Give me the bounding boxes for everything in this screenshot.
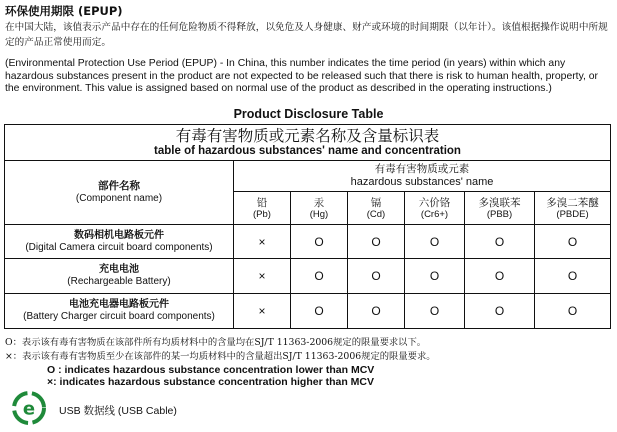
mark-cell: O bbox=[291, 259, 348, 294]
mark-cell: × bbox=[234, 225, 291, 259]
component-name-cn: 数码相机电路板元件 bbox=[74, 229, 164, 241]
table-row bbox=[5, 259, 611, 294]
x-legend: ×: indicates hazardous substance concentration higher than MCV bbox=[47, 376, 375, 388]
substance-header bbox=[348, 192, 405, 225]
mark-cell: O bbox=[465, 259, 535, 294]
epup-recycle-logo-icon bbox=[12, 391, 46, 425]
mark-cell: O bbox=[465, 294, 535, 329]
disclosure-table-title: Product Disclosure Table bbox=[233, 107, 384, 121]
table-title-cn: 有毒有害物质或元素名称及含量标识表 bbox=[175, 127, 440, 145]
mark-cell: O bbox=[291, 294, 348, 329]
mark-cell: O bbox=[535, 225, 611, 259]
hazard-header-en: hazardous substances' name bbox=[350, 176, 494, 188]
mark-cell: × bbox=[234, 259, 291, 294]
substance-cn: 铅 bbox=[256, 196, 268, 209]
substance-en: (PBB) bbox=[486, 208, 513, 220]
mark-cell: O bbox=[348, 294, 405, 329]
substance-header bbox=[535, 192, 611, 225]
mark-cell: O bbox=[348, 259, 405, 294]
mark-cell: O bbox=[465, 225, 535, 259]
component-name bbox=[5, 225, 234, 259]
svg-text:e: e bbox=[22, 398, 36, 420]
component-name-en: (Rechargeable Battery) bbox=[67, 276, 171, 287]
table-row bbox=[5, 294, 611, 329]
usb-cable-label: USB 数据线 (USB Cable) bbox=[59, 405, 177, 417]
component-name-cn: 充电电池 bbox=[99, 264, 139, 275]
substance-en: (Cr6+) bbox=[420, 208, 449, 220]
mark-cell: O bbox=[405, 225, 465, 259]
mark-cell: × bbox=[234, 294, 291, 329]
mark-cell: O bbox=[405, 259, 465, 294]
part-name-header bbox=[5, 161, 234, 225]
mark-cell: O bbox=[405, 294, 465, 329]
mark-cell: O bbox=[348, 225, 405, 259]
substance-en: (Hg) bbox=[309, 208, 329, 220]
substance-en: (PBDE) bbox=[556, 208, 589, 220]
o-note-cn: O：表示该有毒有害物质在该部件所有均质材料中的含量均在SJ/T 11363-2006规定的限量要求以下。 bbox=[5, 337, 427, 348]
table-title-en: table of hazardous substances' name and concentration bbox=[154, 145, 461, 157]
component-name bbox=[5, 259, 234, 294]
mark-cell: O bbox=[291, 225, 348, 259]
substance-cn: 多溴二苯醚 bbox=[546, 196, 599, 209]
substance-cn: 六价铬 bbox=[418, 196, 451, 209]
table-title-cell bbox=[5, 125, 611, 161]
substance-cn: 镉 bbox=[370, 196, 382, 209]
epup-description-en: (Environmental Protection Use Period (EPUP) - In China, this number indicates the time period (in years) within which any hazardous substances present in the product are not expected to be released such that there is risk to human health, property, or the environment. This value is assigned based on normal use of the product as described in the operating instructions.) bbox=[5, 58, 599, 95]
hazardous-substances-table bbox=[4, 124, 611, 329]
substance-cn: 汞 bbox=[313, 196, 325, 209]
table-row bbox=[5, 225, 611, 259]
substance-header bbox=[291, 192, 348, 225]
epup-description-cn: 在中国大陆，该值表示产品中存在的任何危险物质不得释放，以免危及人身健康、财产或环境的时间期限（以年计）。该值根据操作说明中所规定的产品正常使用而定。 bbox=[5, 22, 608, 48]
x-note-cn: ×：表示该有毒有害物质至少在该部件的某一均质材料中的含量超出SJ/T 11363-2006规定的限量要求。 bbox=[5, 351, 436, 362]
substance-en: (Cd) bbox=[366, 208, 386, 220]
component-name-cn: 电池充电器电路板元件 bbox=[69, 299, 169, 310]
component-name-en: (Battery Charger circuit board components) bbox=[23, 311, 215, 322]
substance-header bbox=[405, 192, 465, 225]
epup-title: 环保使用期限 (EPUP) bbox=[5, 4, 123, 18]
hazard-header bbox=[234, 161, 611, 192]
substance-en: (Pb) bbox=[253, 208, 271, 220]
substance-cn: 多溴联苯 bbox=[478, 196, 521, 209]
substance-header bbox=[234, 192, 291, 225]
o-legend: O : indicates hazardous substance concentration lower than MCV bbox=[47, 364, 375, 376]
part-name-header-cn: 部件名称 bbox=[98, 180, 140, 192]
mark-cell: O bbox=[535, 259, 611, 294]
component-name-en: (Digital Camera circuit board components) bbox=[25, 241, 213, 253]
mark-cell: O bbox=[535, 294, 611, 329]
substance-header bbox=[465, 192, 535, 225]
component-name bbox=[5, 294, 234, 329]
hazard-header-cn: 有毒有害物质或元素 bbox=[374, 163, 470, 175]
part-name-header-en: (Component name) bbox=[75, 193, 163, 204]
